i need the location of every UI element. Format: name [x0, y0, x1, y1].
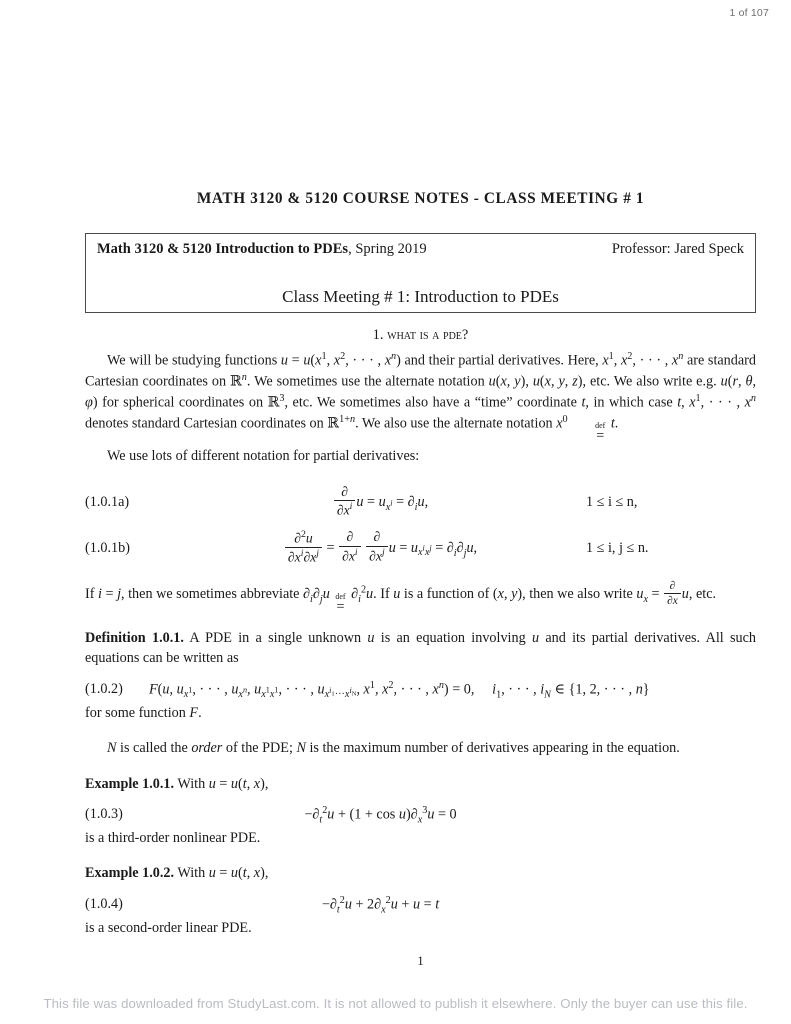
example-1-0-2: Example 1.0.2. With u = u(t, x),	[85, 865, 269, 882]
example-1-label: Example 1.0.1.	[85, 775, 175, 792]
spacer	[85, 759, 756, 768]
equation-1-0-2	[85, 680, 756, 701]
example-1-caption: is a third-order nonlinear PDE.	[85, 830, 261, 847]
equation-body-1-0-3: $-\partial_t^2u + (1 + \cos u)\partial_x^3u = 0$	[304, 804, 457, 826]
equation-1-0-3	[85, 805, 756, 826]
example-1-0-1: Example 1.0.1. With u = u(t, x),	[85, 775, 269, 792]
equation-1-0-1b	[85, 528, 756, 566]
equation-tag-1-0-1a: (1.0.1a)	[85, 494, 130, 511]
course-name: Math 3120 & 5120 Introduction to PDEs	[97, 241, 349, 257]
page-title: MATH 3120 & 5120 COURSE NOTES - CLASS MEETING # 1	[196, 190, 645, 207]
equation-body-1-0-1a: $\frac{\partial}{\partial x^i}$ $u = u_{x^i} = \partial_iu$,	[175, 486, 586, 520]
paragraph-order: N is called the order of the PDE; N is the maximum number of derivatives appearing in the equation.	[107, 740, 680, 757]
equation-tag-1-0-3: (1.0.3)	[85, 806, 123, 823]
page-number: 1	[417, 954, 424, 969]
course-term: , Spring 2019	[348, 241, 427, 257]
equation-tag-1-0-1b: (1.0.1b)	[85, 539, 130, 556]
spacer	[85, 613, 756, 622]
paragraph-abbreviation: If i = j, then we sometimes abbreviate $\partial_i\partial_ju$ def = $\partial_i^2u$. If u is a function of (x, y), then we also write $u_x$ = $\frac{\partial}{\partial x}$ u, etc.	[85, 580, 717, 615]
section-heading	[85, 327, 756, 344]
course-professor: Professor: Jared Speck	[611, 241, 744, 257]
course-line	[97, 241, 427, 258]
definition-1-0-1: Definition 1.0.1. A PDE in a single unknown u is an equation involving u and its partial derivatives. All such equations can be written as	[85, 630, 756, 667]
course-info-box	[85, 233, 756, 313]
equation-body-1-0-1b: $\frac{\partial^2u}{\partial x^i\partial x^j}$ = $\frac{\partial}{\partial x^i}$ $\frac{\partial}{\partial x^j}$ $u = u_{x^ix^j} = \partial_i\partial_ju$,	[175, 531, 586, 566]
document-body	[85, 0, 756, 969]
course-info-row	[97, 241, 744, 258]
equation-body-1-0-4: $-\partial_t^2u + 2\partial_x^2u + u = t$	[321, 894, 440, 916]
paragraph-notation: We use lots of different notation for partial derivatives:	[107, 447, 420, 464]
equation-1-0-4	[85, 895, 756, 916]
spacer	[85, 848, 756, 857]
example-2-label: Example 1.0.2.	[85, 865, 175, 882]
spacer	[85, 466, 756, 475]
page-indicator: 1 of 107	[729, 7, 769, 19]
equation-body-1-0-2: F(u, $u_{x^1}$, · · · , $u_{x^n}$, $u_{x^1x^1}$, · · · , $u_{x^{i_1}\cdot\cdot\cdot x^{i_N}}$, $x^1$, $x^2$, · · · , $x^n) = 0$, $i_1$, · · · , $i_N$ ∈ {1, 2, · · · , n}	[149, 679, 650, 701]
watermark-notice: This file was downloaded from StudyLast.com. It is not allowed to publish it elsewhere. Only the buyer can use this file.	[43, 996, 748, 1011]
section-number: 1.	[372, 327, 384, 343]
meeting-title: Class Meeting # 1: Introduction to PDEs	[282, 287, 559, 306]
spacer	[85, 723, 756, 732]
equation-tag-1-0-2: (1.0.2)	[85, 681, 123, 698]
paragraph-functions: We will be studying functions $u = u(x^1$, $x^2$, · · · , $x^n$) and their partial derivatives. Here, $x^1$, $x^2$, · · · , $x^n$ are standard Cartesian coordinates on ℝ$^n$. We sometimes use the alternate notation u(x, y), u(x, y, z), etc. We also write e.g. u(r, θ, φ) for spherical coordinates on ℝ$^3$, etc. We sometimes also have a “time” coordinate t, in which case t, $x^1$, · · · , $x^n$ denotes standard Cartesian coordinates on ℝ$^{1+n}$. We also use the alternate notation $x^0$ def = t.	[85, 351, 757, 445]
paragraph-for-some-function: for some function F.	[85, 705, 202, 722]
equation-tag-1-0-4: (1.0.4)	[85, 896, 123, 913]
equation-condition-1-0-1b: 1 ≤ i, j ≤ n.	[586, 539, 649, 556]
spacer	[85, 566, 756, 575]
equation-condition-1-0-1a: 1 ≤ i ≤ n,	[586, 494, 638, 511]
definition-label: Definition 1.0.1.	[85, 630, 184, 647]
equation-1-0-1a	[85, 483, 756, 520]
example-2-caption: is a second-order linear PDE.	[85, 920, 252, 937]
section-heading-text: what is a pde?	[387, 327, 469, 343]
